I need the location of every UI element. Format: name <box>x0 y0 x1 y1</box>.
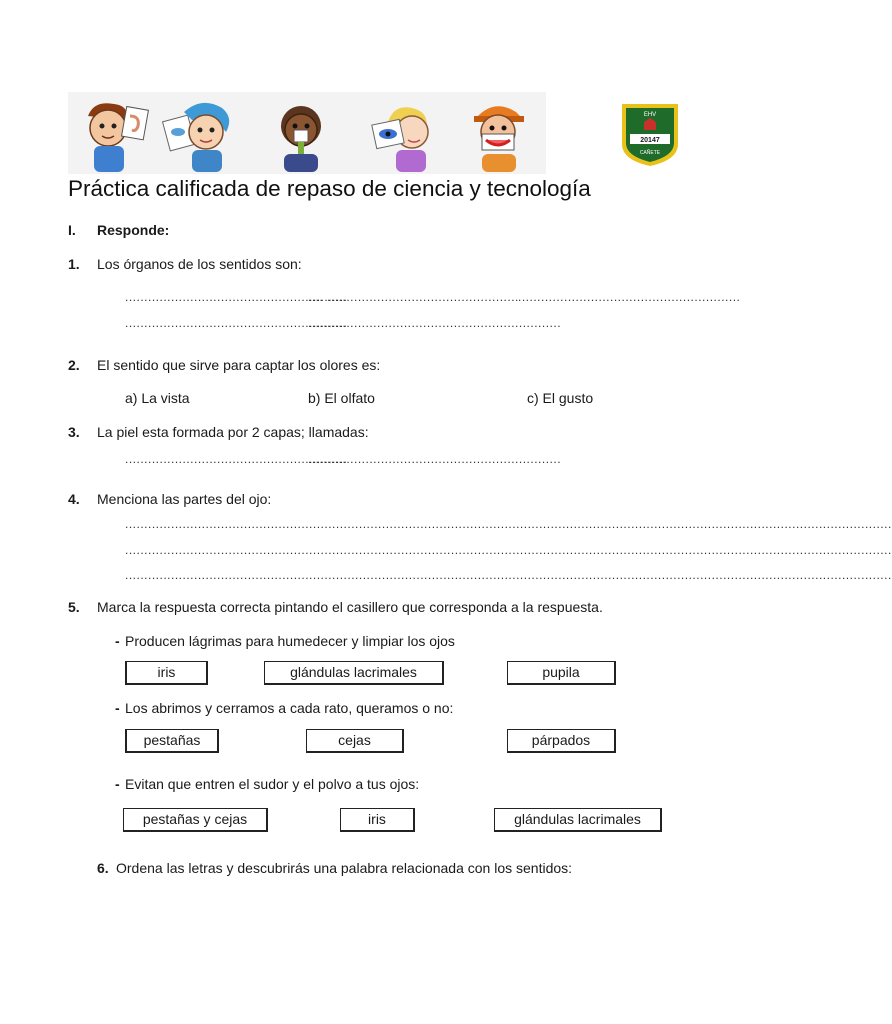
q2-text: El sentido que sirve para captar los olores es: <box>97 357 381 373</box>
q3-number: 3. <box>68 424 80 440</box>
answer-line[interactable]: .................................................................. <box>308 452 562 466</box>
section-numeral: I. <box>68 222 76 238</box>
q2-option-b[interactable]: b) El olfato <box>308 390 375 406</box>
kid-smell-icon <box>264 98 338 172</box>
section-label: Responde: <box>97 222 170 238</box>
q5-item1-option-glandulas[interactable]: glándulas lacrimales <box>264 661 444 685</box>
answer-line[interactable]: .................................................................. <box>308 316 562 330</box>
svg-text:EHV: EHV <box>643 112 657 118</box>
q2-option-a[interactable]: a) La vista <box>125 390 190 406</box>
q3-text: La piel esta formada por 2 capas; llamadas: <box>97 424 369 440</box>
bullet-dash: - <box>115 700 120 716</box>
bullet-dash: - <box>115 776 120 792</box>
svg-text:20147: 20147 <box>640 137 660 144</box>
q4-text: Menciona las partes del ojo: <box>97 491 272 507</box>
q5-item3-prompt: Evitan que entren el sudor y el polvo a tus ojos: <box>125 776 420 792</box>
q5-item3-option-glandulas[interactable]: glándulas lacrimales <box>494 808 662 832</box>
q5-item1-prompt: Producen lágrimas para humedecer y limpiar los ojos <box>125 633 455 649</box>
answer-line[interactable]: .......................................................... <box>518 290 741 304</box>
q5-number: 5. <box>68 599 80 615</box>
kid-taste-icon <box>460 98 534 172</box>
q4-number: 4. <box>68 491 80 507</box>
q2-option-c[interactable]: c) El gusto <box>527 390 594 406</box>
kid-blonde-icon <box>364 98 438 172</box>
kid-sight-icon <box>164 98 238 172</box>
answer-line[interactable]: ........................................................................................................................................................................................................ <box>125 517 892 531</box>
worksheet-title: Práctica calificada de repaso de ciencia y tecnología <box>68 176 591 201</box>
q5-item2-prompt: Los abrimos y cerramos a cada rato, queramos o no: <box>125 700 454 716</box>
svg-text:CAÑETE: CAÑETE <box>639 150 661 156</box>
senses-banner-image <box>68 92 546 174</box>
q5-item2-option-parpados[interactable]: párpados <box>507 729 616 753</box>
q6-number: 6. <box>97 860 109 876</box>
q1-number: 1. <box>68 256 80 272</box>
kid-hearing-icon <box>74 98 148 172</box>
q6-text: Ordena las letras y descubrirás una palabra relacionada con los sentidos: <box>116 860 573 876</box>
answer-line[interactable]: .......................................................... <box>125 316 348 330</box>
bullet-dash: - <box>115 633 120 649</box>
q5-item1-option-iris[interactable]: iris <box>125 661 208 685</box>
answer-line[interactable]: ........................................................................................................................................................................................................ <box>125 568 892 582</box>
q5-text: Marca la respuesta correcta pintando el casillero que corresponda a la respuesta. <box>97 599 603 615</box>
q2-number: 2. <box>68 357 80 373</box>
answer-line[interactable]: ........................................................................................................................................................................................................ <box>125 543 892 557</box>
q5-item1-option-pupila[interactable]: pupila <box>507 661 616 685</box>
answer-line[interactable]: .......................................................... <box>125 290 348 304</box>
q5-item3-option-iris[interactable]: iris <box>340 808 415 832</box>
q1-text: Los órganos de los sentidos son: <box>97 256 302 272</box>
q5-item2-option-cejas[interactable]: cejas <box>306 729 404 753</box>
q5-item2-option-pestanas[interactable]: pestañas <box>125 729 219 753</box>
school-crest-logo <box>618 100 682 168</box>
answer-line[interactable]: .......................................................... <box>125 452 348 466</box>
answer-line[interactable]: .... .................................................. <box>308 290 519 304</box>
q5-item3-option-pestanas-cejas[interactable]: pestañas y cejas <box>123 808 268 832</box>
